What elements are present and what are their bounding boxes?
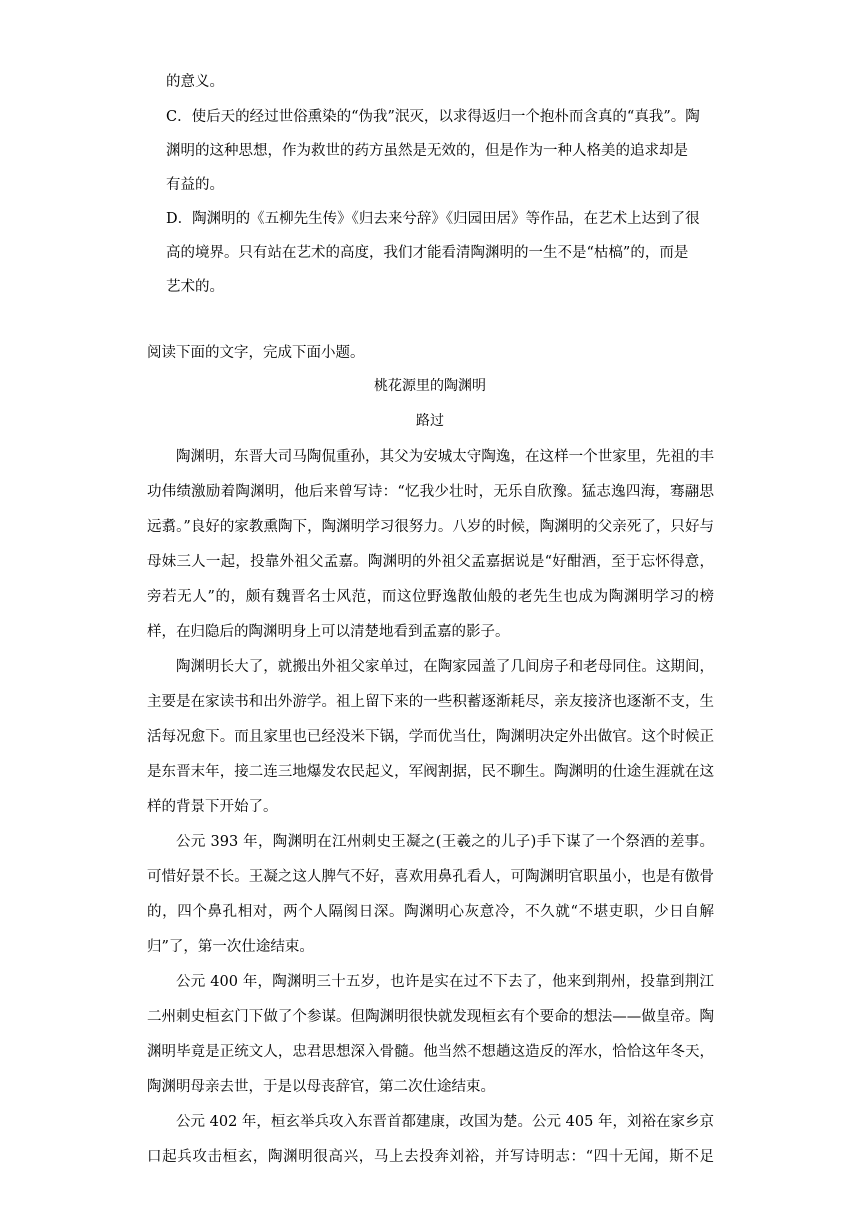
option-c-line-1: C．使后天的经过世俗熏染的“伪我”泯灭，以求得返归一个抱朴而含真的“真我”。陶 [166,109,700,125]
option-d-line-2: 高的境界。只有站在艺术的高度，我们才能看清陶渊明的一生不是“枯槁”的，而是 [166,245,689,261]
option-c-line-2: 渊明的这种思想，作为救世的药方虽然是无效的，但是作为一种人格美的追求却是 [166,143,688,159]
article-paragraph: 公元 393 年，陶渊明在江州刺史王凝之(王羲之的儿子)手下谋了一个祭酒的差事。可惜好景不长。王凝之这人脾气不好，喜欢用鼻孔看人，可陶渊明官职虽小，也是有傲骨的，四个鼻孔相对，两个人隔阂日深。陶渊明心灰意冷，不久就“不堪吏职，少日自解归”了，第一次仕途结束。 [147,834,714,955]
reading-instruction: 阅读下面的文字，完成下面小题。 [147,345,365,361]
option-d-line-3: 艺术的。 [166,279,224,295]
article-paragraph: 公元 402 年，桓玄举兵攻入东晋首都建康，改国为楚。公元 405 年，刘裕在家乡京口起兵攻击桓玄，陶渊明很高兴，马上去投奔刘裕，并写诗明志：“四十无闻，斯不足 [147,1114,714,1165]
article-paragraph: 陶渊明长大了，就搬出外祖父家单过，在陶家园盖了几间房子和老母同住。这期间，主要是在家读书和出外游学。祖上留下来的一些积蓄逐渐耗尽，亲友接济也逐渐不支，生活每况愈下。而且家里也已经没米下锅，学而优当仕，陶渊明决定外出做官。这个时候正是东晋末年，接二连三地爆发农民起义，军阀割据，民不聊生。陶渊明的仕途生涯就在这样的背景下开始了。 [147,659,714,815]
option-b-tail: 的意义。 [166,74,224,90]
option-d-line-1: D．陶渊明的《五柳先生传》《归去来兮辞》《归园田居》等作品，在艺术上达到了很 [166,211,700,227]
article-paragraph: 公元 400 年，陶渊明三十五岁，也许是实在过不下去了，他来到荆州，投靠到荆江二州刺史桓玄门下做了个参谋。但陶渊明很快就发现桓玄有个要命的想法——做皇帝。陶渊明毕竟是正统文人，忠君思想深入骨髓。他当然不想趟这造反的浑水，恰恰这年冬天，陶渊明母亲去世，于是以母丧辞官，第二次仕途结束。 [147,974,714,1095]
article-author: 路过 [416,413,444,429]
article-paragraph: 陶渊明，东晋大司马陶侃重孙，其父为安城太守陶逸，在这样一个世家里，先祖的丰功伟绩激励着陶渊明，他后来曾写诗：“忆我少壮时，无乐自欣豫。猛志逸四海，骞翮思远翥。”良好的家教熏陶下，陶渊明学习很努力。八岁的时候，陶渊明的父亲死了，只好与母妹三人一起，投靠外祖父孟嘉。陶渊明的外祖父孟嘉据说是“好酣酒，至于忘怀得意，旁若无人”的，颇有魏晋名士风范，而这位野逸散仙般的老先生也成为陶渊明学习的榜样，在归隐后的陶渊明身上可以清楚地看到孟嘉的影子。 [147,449,714,640]
article-body [147,440,714,1175]
option-c-line-3: 有益的。 [166,177,224,193]
article-title: 桃花源里的陶渊明 [374,378,486,394]
